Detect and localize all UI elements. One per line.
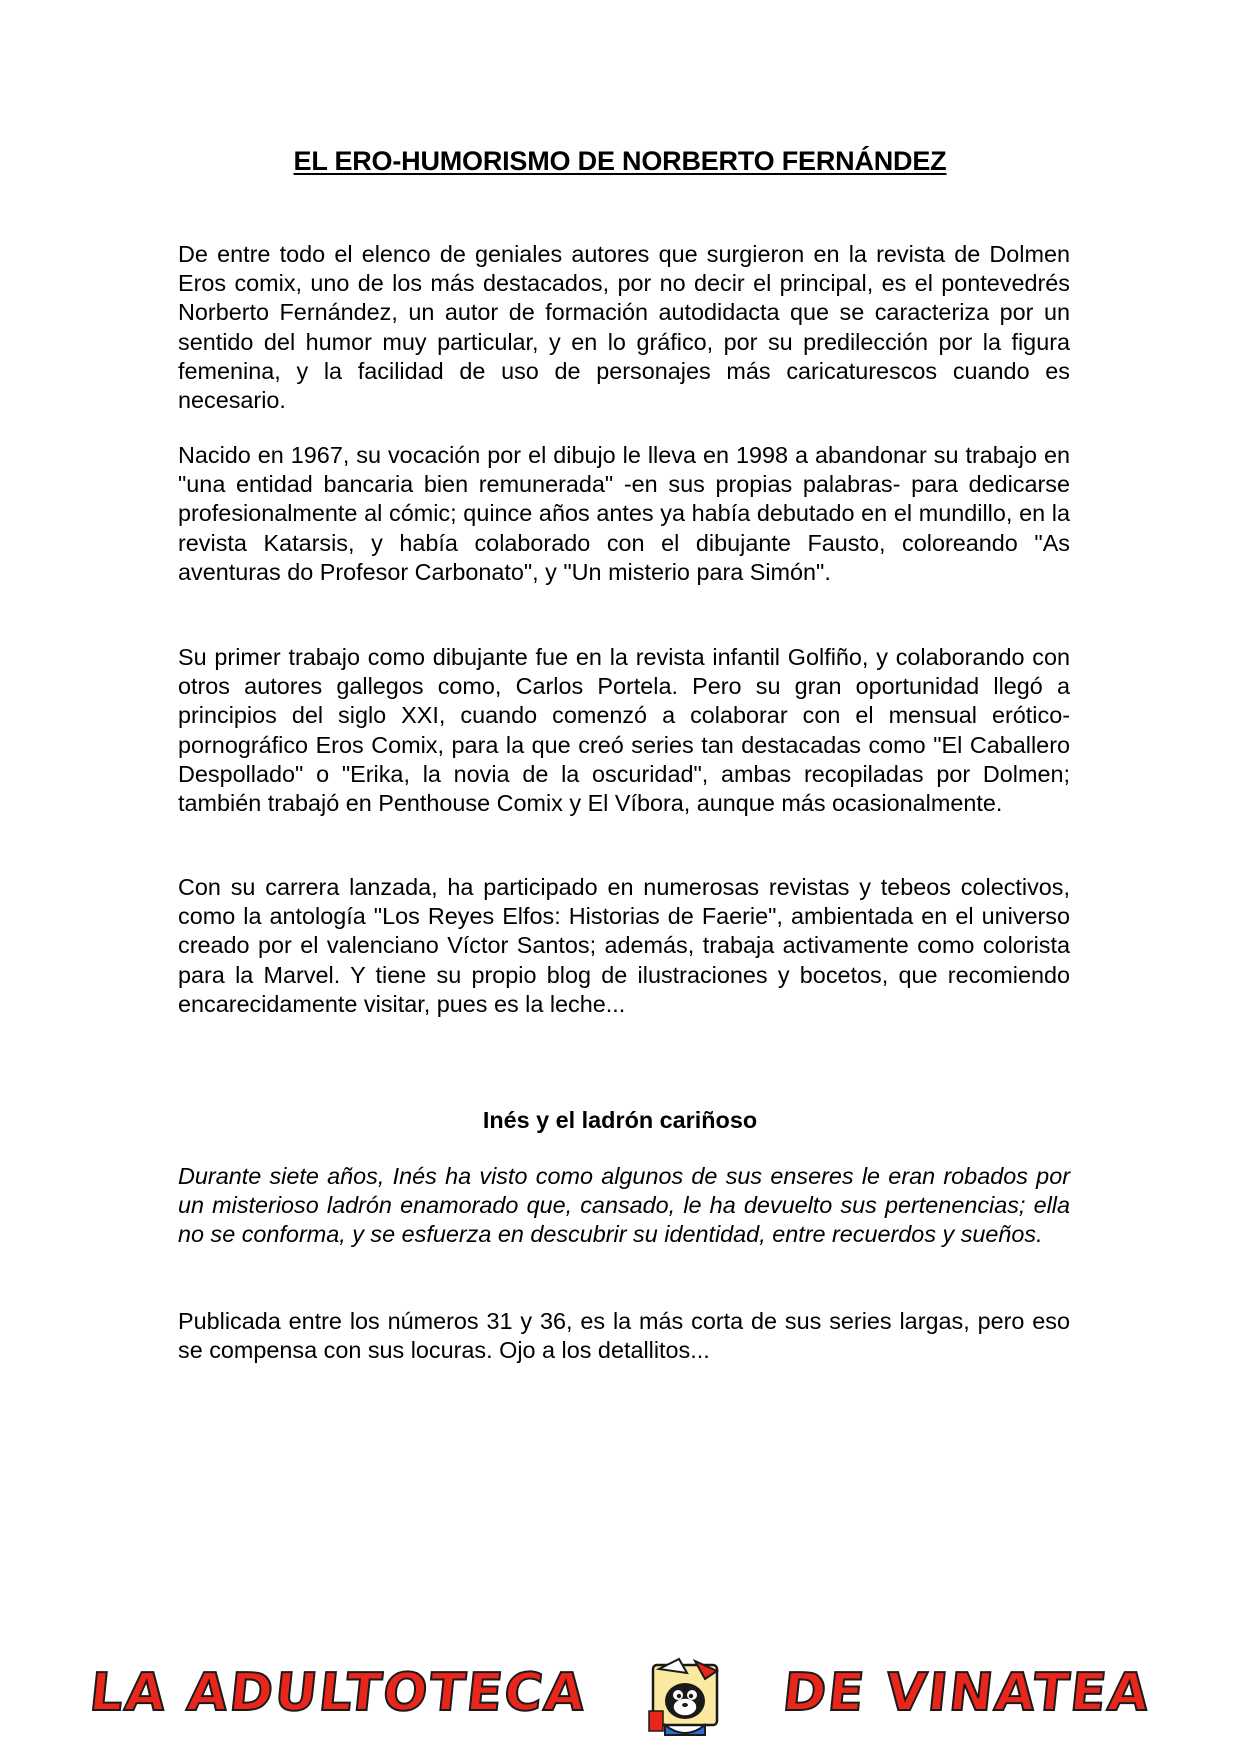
section-heading: Inés y el ladrón cariñoso [482, 1107, 758, 1133]
paragraph-recent-work: Con su carrera lanzada, ha participado en numerosas revistas y tebeos colectivos, como la antología "Los Reyes Elfos: Historias de Faerie", ambientada en el universo creado por el valenciano Víctor Santos; además, trabaja activamente como colorista para la Marvel. Y tiene su propio blog de ilustraciones y bocetos, que recomiendo encarecidamente visitar, pues es la leche... [178, 874, 1070, 1017]
paragraph-biography: Nacido en 1967, su vocación por el dibujo le lleva en 1998 a abandonar su trabajo en "una entidad bancaria bien remunerada" -en sus propias palabras- para dedicarse profesionalmente al cómic; quince años antes ya había debutado en el mundillo, en la revista Katarsis, y había colaborado con el dibujante Fausto, coloreando "As aventuras do Profesor Carbonato", y "Un misterio para Simón". [178, 442, 1070, 585]
footer-banner [86, 1655, 1154, 1745]
footer-right-logo-text: DE VINATEA [779, 1663, 1154, 1723]
page-title: EL ERO-HUMORISMO DE NORBERTO FERNÁNDEZ [293, 146, 947, 176]
synopsis-paragraph: Durante siete años, Inés ha visto como algunos de sus enseres le eran robados por un misterioso ladrón enamorado que, cansado, le ha devuelto sus pertenencias; ella no se conforma, y se esfuerza en descubrir su identidad, entre recuerdos y sueños. [178, 1163, 1070, 1248]
footer-left-logo-text: LA ADULTOTECA [86, 1663, 590, 1723]
cartoon-mascot-icon [645, 1655, 725, 1741]
closing-paragraph: Publicada entre los números 31 y 36, es la más corta de sus series largas, pero eso se compensa con sus locuras. Ojo a los detallitos... [178, 1308, 1070, 1364]
paragraph-intro: De entre todo el elenco de geniales autores que surgieron en la revista de Dolmen Eros comix, uno de los más destacados, por no decir el principal, es el pontevedrés Norberto Fernández, un autor de formación autodidacta que se caracteriza por un sentido del humor muy particular, y en lo gráfico, por su predilección por la figura femenina, y la facilidad de uso de personajes más caricaturescos cuando es necesario. [178, 241, 1070, 414]
paragraph-career: Su primer trabajo como dibujante fue en la revista infantil Golfiño, y colaborando con otros autores gallegos como, Carlos Portela. Pero su gran oportunidad llegó a principios del siglo XXI, cuando comenzó a colaborar con el mensual erótico-pornográfico Eros Comix, para la que creó series tan destacadas como "El Caballero Despollado" o "Erika, la novia de la oscuridad", ambas recopiladas por Dolmen; también trabajó en Penthouse Comix y El Víbora, aunque más ocasionalmente. [178, 644, 1070, 817]
